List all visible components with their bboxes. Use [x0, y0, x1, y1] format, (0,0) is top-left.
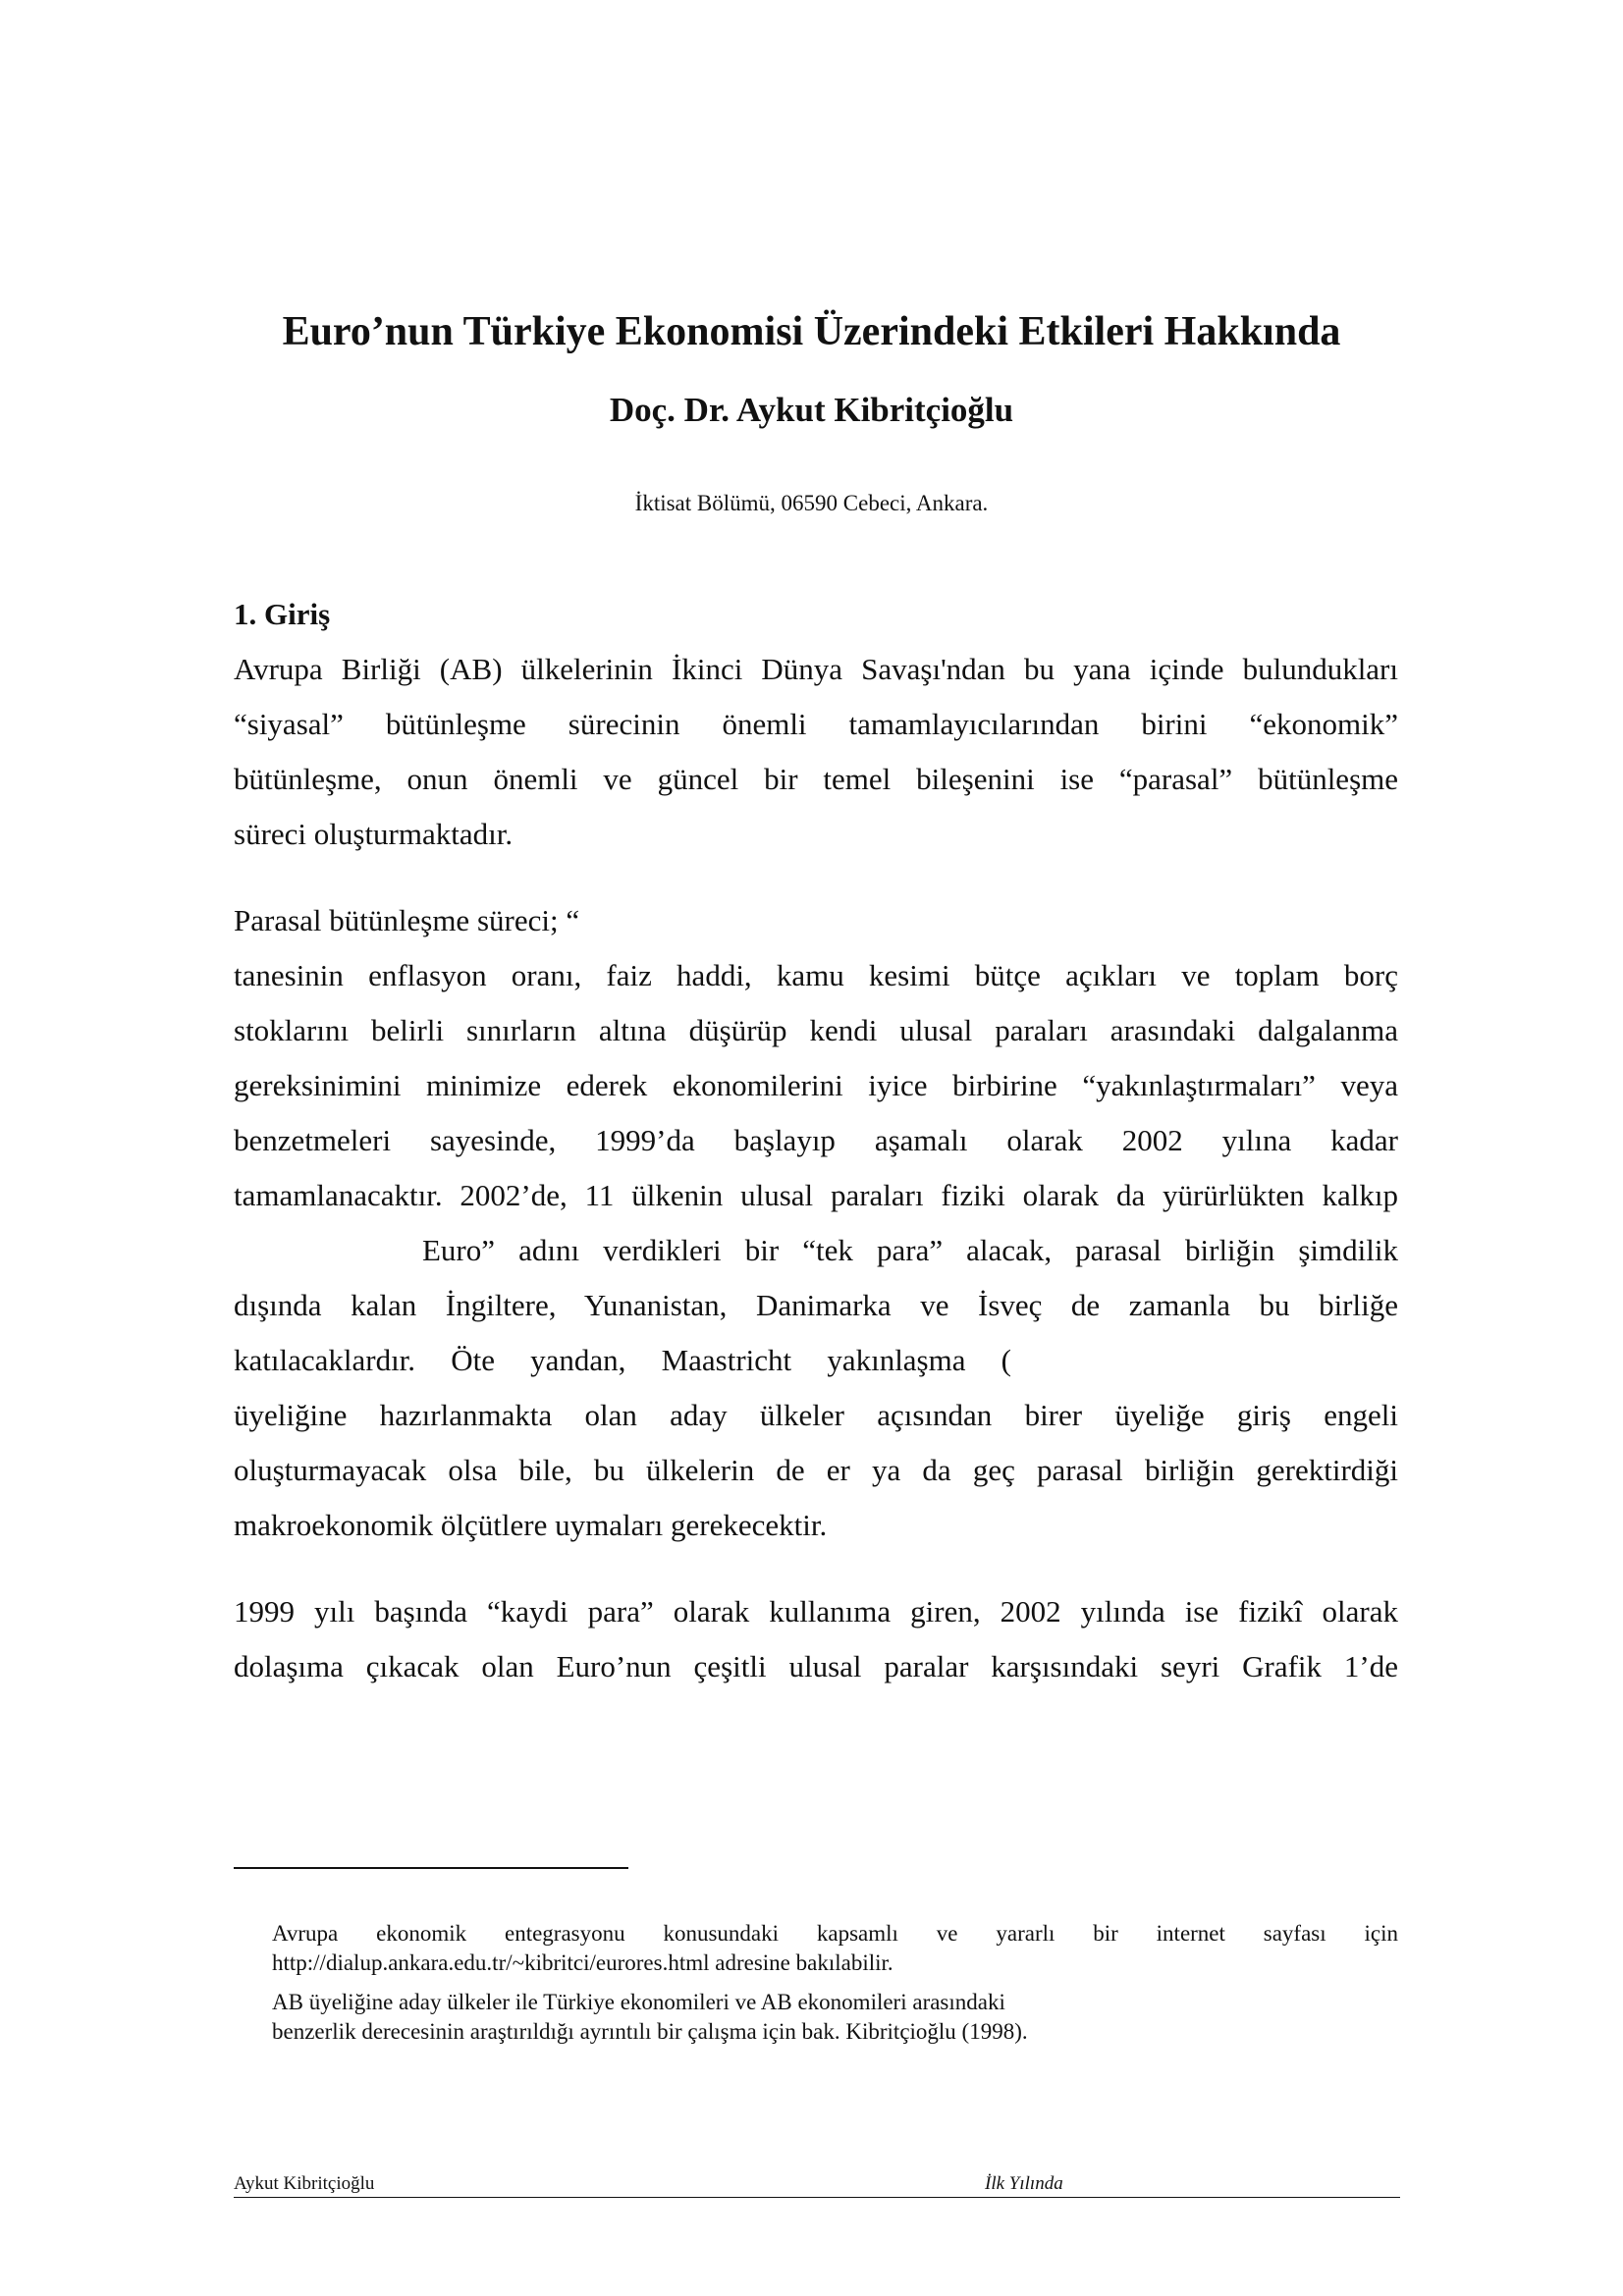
paragraph-1-line: bütünleşme, onun önemli ve güncel bir temel bileşenini ise “parasal” bütünleşme: [234, 762, 1398, 796]
footnote-separator: [234, 1867, 628, 1869]
footnote-1-line: Avrupa ekonomik entegrasyonu konusundaki kapsamlı ve yararlı bir internet sayfası için: [272, 1921, 1398, 1946]
paragraph-2-line: tanesinin enflasyon oranı, faiz haddi, kamu kesimi bütçe açıkları ve toplam borç: [234, 958, 1398, 992]
paragraph-2-line: stoklarını belirli sınırların altına düşürüp kendi ulusal paraları arasındaki dalgalanma: [234, 1013, 1398, 1047]
paragraph-2-line: tamamlanacaktır. 2002’de, 11 ülkenin ulusal paraları fiziki olarak da yürürlükten kalkıp: [234, 1178, 1398, 1212]
paragraph-2-line: Parasal bütünleşme süreci; “: [234, 903, 580, 937]
author-affiliation: İktisat Bölümü, 06590 Cebeci, Ankara.: [634, 491, 989, 515]
paragraph-2-line: katılacaklardır. Öte yandan, Maastricht yakınlaşma (: [234, 1343, 1011, 1377]
paragraph-1-line: Avrupa Birliği (AB) ülkelerinin İkinci Dünya Savaşı'ndan bu yana içinde bulundukları: [234, 652, 1398, 686]
paragraph-2-line: dışında kalan İngiltere, Yunanistan, Danimarka ve İsveç de zamanla bu birliğe: [234, 1288, 1398, 1322]
paragraph-3-line: dolaşıma çıkacak olan Euro’nun çeşitli ulusal paralar karşısındaki seyri Grafik 1’de: [234, 1649, 1398, 1683]
paragraph-1-line: “siyasal” bütünleşme sürecinin önemli tamamlayıcılarından birini “ekonomik”: [234, 707, 1398, 741]
paragraph-2-line: makroekonomik ölçütlere uymaları gerekecektir.: [234, 1508, 828, 1542]
footer-author: Aykut Kibritçioğlu: [234, 2173, 375, 2194]
paragraph-1-line: süreci oluşturmaktadır.: [234, 817, 514, 851]
paragraph-2-line: üyeliğine hazırlanmakta olan aday ülkeler açısından birer üyeliğe giriş engeli: [234, 1398, 1398, 1432]
paragraph-3-line: 1999 yılı başında “kaydi para” olarak kullanıma giren, 2002 yılında ise fizikî olarak: [234, 1594, 1398, 1629]
paragraph-2-line: benzetmeleri sayesinde, 1999’da başlayıp aşamalı olarak 2002 yılına kadar: [234, 1123, 1398, 1157]
paragraph-2-line: gereksinimini minimize ederek ekonomilerini iyice birbirine “yakınlaştırmaları” veya: [234, 1068, 1398, 1102]
footnote-2-line: benzerlik derecesinin araştırıldığı ayrıntılı bir çalışma için bak. Kibritçioğlu (1998).: [272, 2019, 1028, 2044]
paragraph-2-line: Euro” adını verdikleri bir “tek para” alacak, parasal birliğin şimdilik: [422, 1233, 1398, 1267]
author-name: Doç. Dr. Aykut Kibritçioğlu: [609, 391, 1014, 429]
footnote-2-line: AB üyeliğine aday ülkeler ile Türkiye ekonomileri ve AB ekonomileri arasındaki: [272, 1990, 1005, 2014]
paragraph-2-line: oluşturmayacak olsa bile, bu ülkelerin de er ya da geç parasal birliğin gerektirdiği: [234, 1453, 1398, 1487]
document-title: Euro’nun Türkiye Ekonomisi Üzerindeki Etkileri Hakkında: [282, 309, 1341, 354]
footer-note: İlk Yılında: [985, 2173, 1063, 2194]
footnote-1-line: http://dialup.ankara.edu.tr/~kibritci/eurores.html adresine bakılabilir.: [272, 1950, 893, 1975]
footer-rule: [234, 2197, 1400, 2198]
section-heading: 1. Giriş: [234, 597, 331, 631]
